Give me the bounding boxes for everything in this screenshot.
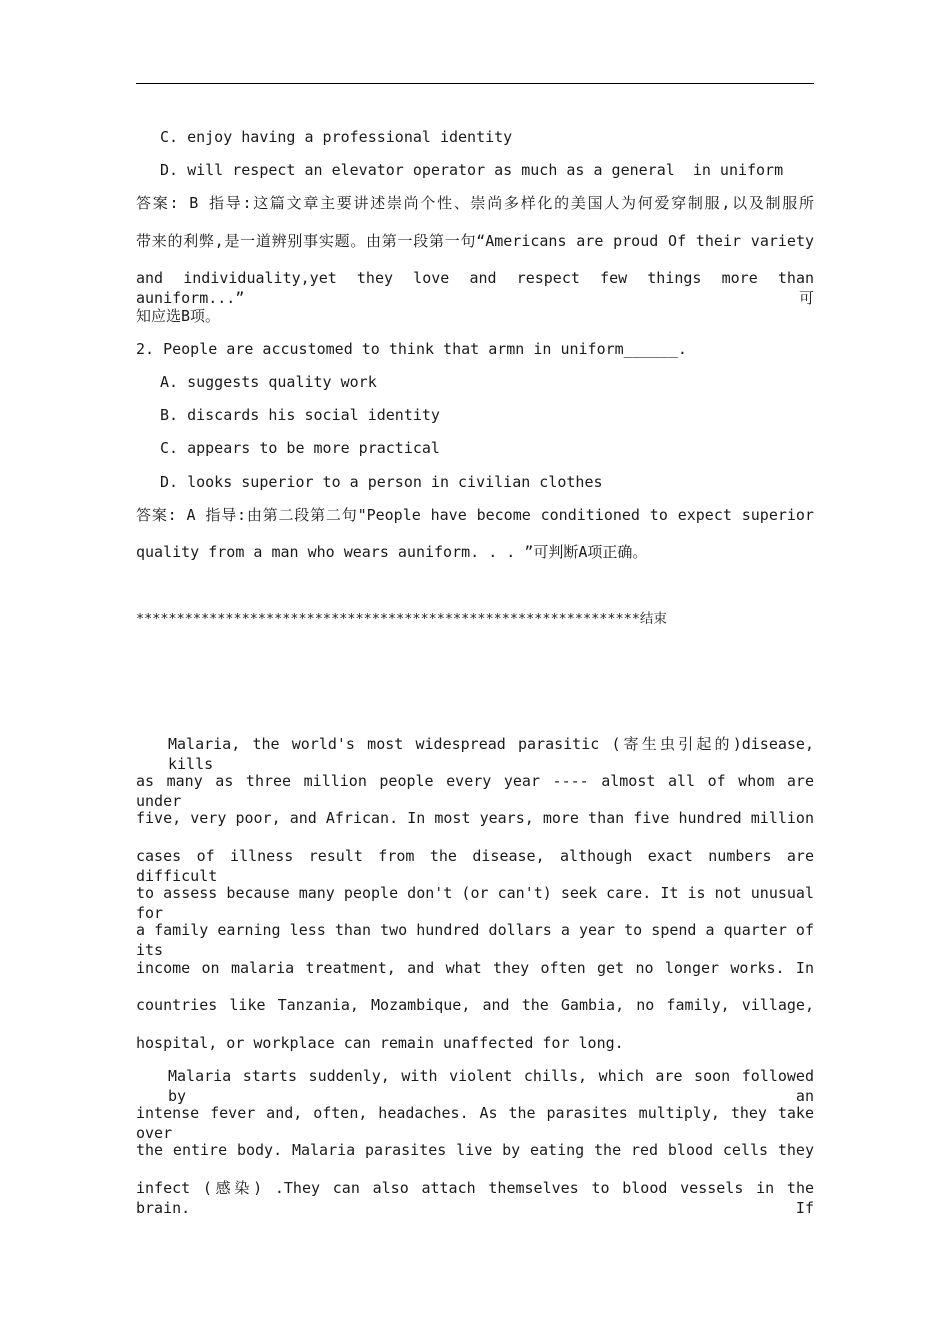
passage-line: Malaria starts suddenly, with violent chills, which are soon followed by an: [168, 1067, 814, 1105]
passage-line: Malaria, the world's most widespread parasitic (寄生虫引起的)disease, kills: [168, 735, 814, 773]
q2-stem: 2. People are accustomed to think that armn in uniform______.: [136, 340, 687, 358]
q1-answer-line: 答案: B 指导:这篇文章主要讲述崇尚个性、崇尚多样化的美国人为何爱穿制服,以及制服所: [136, 194, 814, 212]
q2-option-a: A. suggests quality work: [160, 373, 377, 391]
passage-line: five, very poor, and African. In most years, more than five hundred million: [136, 809, 814, 827]
q2-answer-line: 答案: A 指导:由第二段第二句"People have become conditioned to expect superior: [136, 506, 814, 524]
passage-line: infect (感染) .They can also attach themselves to blood vessels in the brain. If: [136, 1179, 814, 1217]
passage-line: intense fever and, often, headaches. As the parasites multiply, they take over: [136, 1104, 814, 1142]
q1-option-c: C. enjoy having a professional identity: [160, 128, 513, 146]
header-rule: [136, 83, 814, 84]
q1-answer-line: 知应选B项。: [136, 307, 221, 325]
q2-answer-line: quality from a man who wears auniform. . . ”可判断A项正确。: [136, 543, 648, 561]
passage-line: countries like Tanzania, Mozambique, and the Gambia, no family, village,: [136, 996, 814, 1014]
q1-answer-line: and individuality,yet they love and respect few things more than auniform...”可: [136, 269, 814, 307]
q1-option-d: D. will respect an elevator operator as much as a general in uniform: [160, 161, 784, 179]
passage-line: as many as three million people every year ---- almost all of whom are under: [136, 772, 814, 810]
passage-line: hospital, or workplace can remain unaffected for long.: [136, 1034, 624, 1052]
q2-option-d: D. looks superior to a person in civilian clothes: [160, 473, 603, 491]
passage-line: income on malaria treatment, and what they often get no longer works. In: [136, 959, 814, 977]
passage-line: the entire body. Malaria parasites live by eating the red blood cells they: [136, 1141, 814, 1159]
passage-line: cases of illness result from the disease, although exact numbers are difficult: [136, 847, 814, 885]
q1-answer-line: 带来的利弊,是一道辨别事实题。由第一段第一句“Americans are proud Of their variety: [136, 232, 814, 250]
passage-line: a family earning less than two hundred dollars a year to spend a quarter of its: [136, 921, 814, 959]
q2-option-b: B. discards his social identity: [160, 406, 440, 424]
end-marker: **************************************************************结束: [136, 611, 667, 627]
passage-line: to assess because many people don't (or can't) seek care. It is not unusual for: [136, 884, 814, 922]
q2-option-c: C. appears to be more practical: [160, 439, 440, 457]
